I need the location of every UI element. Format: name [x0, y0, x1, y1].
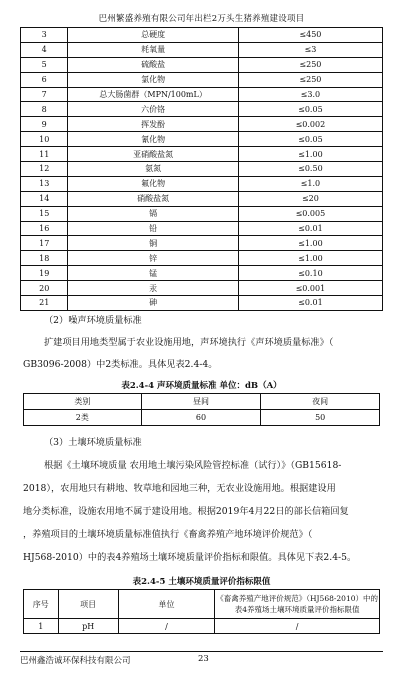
cell-parameter: 硝酸盐氮 — [68, 191, 238, 206]
cell-limit: ≤1.00 — [238, 236, 382, 251]
cell-day: 60 — [141, 410, 261, 426]
table-row — [21, 162, 383, 177]
cell-index: 19 — [21, 266, 68, 281]
cell-index: 14 — [21, 191, 68, 206]
cell-night: 50 — [261, 410, 380, 426]
cell-parameter: 总硬度 — [68, 28, 238, 43]
cell-parameter: 挥发酚 — [68, 117, 238, 132]
table-row — [24, 410, 380, 426]
cell-limit: ≤0.50 — [238, 162, 382, 177]
table-body — [21, 28, 383, 311]
noise-paragraph-line-1: 扩建项目用地类型属于农业设施用地，声环境执行《声环境质量标准》（ — [44, 337, 334, 348]
header-item: 项目 — [58, 590, 118, 619]
table-row — [21, 147, 383, 162]
cell-parameter: 耗氧量 — [68, 42, 238, 57]
table-row — [21, 281, 383, 296]
cell-category: 2类 — [24, 410, 142, 426]
cell-parameter: 镉 — [68, 206, 238, 221]
header-limit: 《畜禽养殖产地评价规范》（HJ568-2010）中的表4养殖场土壤环境质量评价指标限值 — [215, 590, 380, 619]
cell-parameter: 六价铬 — [68, 102, 238, 117]
cell-limit: ≤1.0 — [238, 176, 382, 191]
cell-index: 4 — [21, 42, 68, 57]
cell-parameter: 汞 — [68, 281, 238, 296]
cell-parameter: 氟化物 — [68, 176, 238, 191]
cell-index: 8 — [21, 102, 68, 117]
table-row — [21, 72, 383, 87]
cell-unit: / — [118, 619, 215, 634]
cell-parameter: 铜 — [68, 236, 238, 251]
table-row — [21, 42, 383, 57]
cell-index: 13 — [21, 176, 68, 191]
noise-table-caption: 表2.4-4 声环境质量标准 单位：dB（A） — [121, 381, 282, 391]
cell-parameter: 锰 — [68, 266, 238, 281]
table-row — [21, 266, 383, 281]
noise-heading: （2）噪声环境质量标准 — [44, 315, 142, 326]
cell-index: 16 — [21, 221, 68, 236]
cell-limit: ≤450 — [238, 28, 382, 43]
cell-index: 20 — [21, 281, 68, 296]
table-row — [21, 236, 383, 251]
groundwater-standard-table — [20, 27, 383, 311]
header-category: 类别 — [24, 394, 142, 410]
table-row — [21, 87, 383, 102]
soil-paragraph-line: HJ568-2010）中的表4养殖场土壤环境质量评价指标和限值。具体见下表2.4-5。 — [23, 552, 357, 563]
cell-index: 10 — [21, 132, 68, 147]
soil-paragraph-line: 2018），农用地只有耕地、牧草地和园地三种，无农业设施用地。根据建设用 — [23, 483, 336, 494]
cell-limit: ≤0.01 — [238, 221, 382, 236]
soil-standard-table — [23, 589, 380, 634]
cell-index: 18 — [21, 251, 68, 266]
cell-index: 11 — [21, 147, 68, 162]
cell-parameter: 砷 — [68, 296, 238, 311]
page-header: 巴州繁盛养殖有限公司年出栏2万头生猪养殖建设项目 — [20, 12, 383, 28]
table-row — [21, 206, 383, 221]
cell-limit: ≤3.0 — [238, 87, 382, 102]
header-unit: 单位 — [118, 590, 215, 619]
cell-index: 7 — [21, 87, 68, 102]
cell-limit: ≤250 — [238, 72, 382, 87]
cell-limit: ≤0.10 — [238, 266, 382, 281]
table-row — [21, 28, 383, 43]
cell-index: 12 — [21, 162, 68, 177]
cell-index: 21 — [21, 296, 68, 311]
cell-index: 6 — [21, 72, 68, 87]
table-header-row — [24, 590, 380, 619]
header-day: 昼间 — [141, 394, 261, 410]
cell-limit: ≤20 — [238, 191, 382, 206]
cell-limit: ≤0.05 — [238, 102, 382, 117]
cell-parameter: 锌 — [68, 251, 238, 266]
page-number: 23 — [198, 654, 209, 664]
noise-paragraph-line-2: GB3096-2008）中2类标准。具体见表2.4-4。 — [23, 359, 218, 370]
cell-index: 5 — [21, 57, 68, 72]
table-row — [21, 221, 383, 236]
cell-limit: / — [215, 619, 380, 634]
cell-parameter: 亚硝酸盐氮 — [68, 147, 238, 162]
soil-paragraph-line: ，养殖项目的土壤环境质量标准值执行《畜禽养殖产地环境评价规范》（ — [23, 529, 313, 540]
cell-index: 1 — [24, 619, 59, 634]
noise-standard-table — [23, 393, 380, 426]
cell-parameter: 硫酸盐 — [68, 57, 238, 72]
soil-heading: （3）土壤环境质量标准 — [44, 437, 142, 448]
soil-table-caption: 表2.4-5 土壤环境质量评价指标限值 — [132, 577, 271, 587]
header-night: 夜间 — [261, 394, 380, 410]
table-row — [21, 102, 383, 117]
cell-limit: ≤0.05 — [238, 132, 382, 147]
cell-limit: ≤0.001 — [238, 281, 382, 296]
soil-paragraph-line: 根据《土壤环境质量 农用地土壤污染风险管控标准（试行）》（GB15618- — [44, 460, 342, 471]
soil-paragraph-line: 地分类标准，设施农用地不属于建设用地。根据2019年4月22日的部长信箱回复 — [23, 506, 349, 517]
cell-limit: ≤1.00 — [238, 147, 382, 162]
cell-parameter: 总大肠菌群（MPN/100mL） — [68, 87, 238, 102]
table-row — [21, 117, 383, 132]
cell-item: pH — [58, 619, 118, 634]
cell-parameter: 铅 — [68, 221, 238, 236]
table-header-row — [24, 394, 380, 410]
table-row — [21, 57, 383, 72]
table-row — [21, 251, 383, 266]
table-row — [21, 191, 383, 206]
table-row — [21, 132, 383, 147]
cell-limit: ≤0.01 — [238, 296, 382, 311]
cell-parameter: 氨氮 — [68, 162, 238, 177]
table-row — [21, 176, 383, 191]
cell-parameter: 氰化物 — [68, 132, 238, 147]
cell-index: 9 — [21, 117, 68, 132]
cell-index: 15 — [21, 206, 68, 221]
header-index: 序号 — [24, 590, 59, 619]
cell-index: 3 — [21, 28, 68, 43]
table-row — [21, 296, 383, 311]
cell-limit: ≤0.002 — [238, 117, 382, 132]
footer-company: 巴州鑫浩诚环保科技有限公司 — [20, 656, 131, 666]
cell-limit: ≤3 — [238, 42, 382, 57]
cell-limit: ≤1.00 — [238, 251, 382, 266]
page-footer — [20, 651, 383, 666]
cell-parameter: 氯化物 — [68, 72, 238, 87]
cell-index: 17 — [21, 236, 68, 251]
cell-limit: ≤250 — [238, 57, 382, 72]
cell-limit: ≤0.005 — [238, 206, 382, 221]
table-row — [24, 619, 380, 634]
